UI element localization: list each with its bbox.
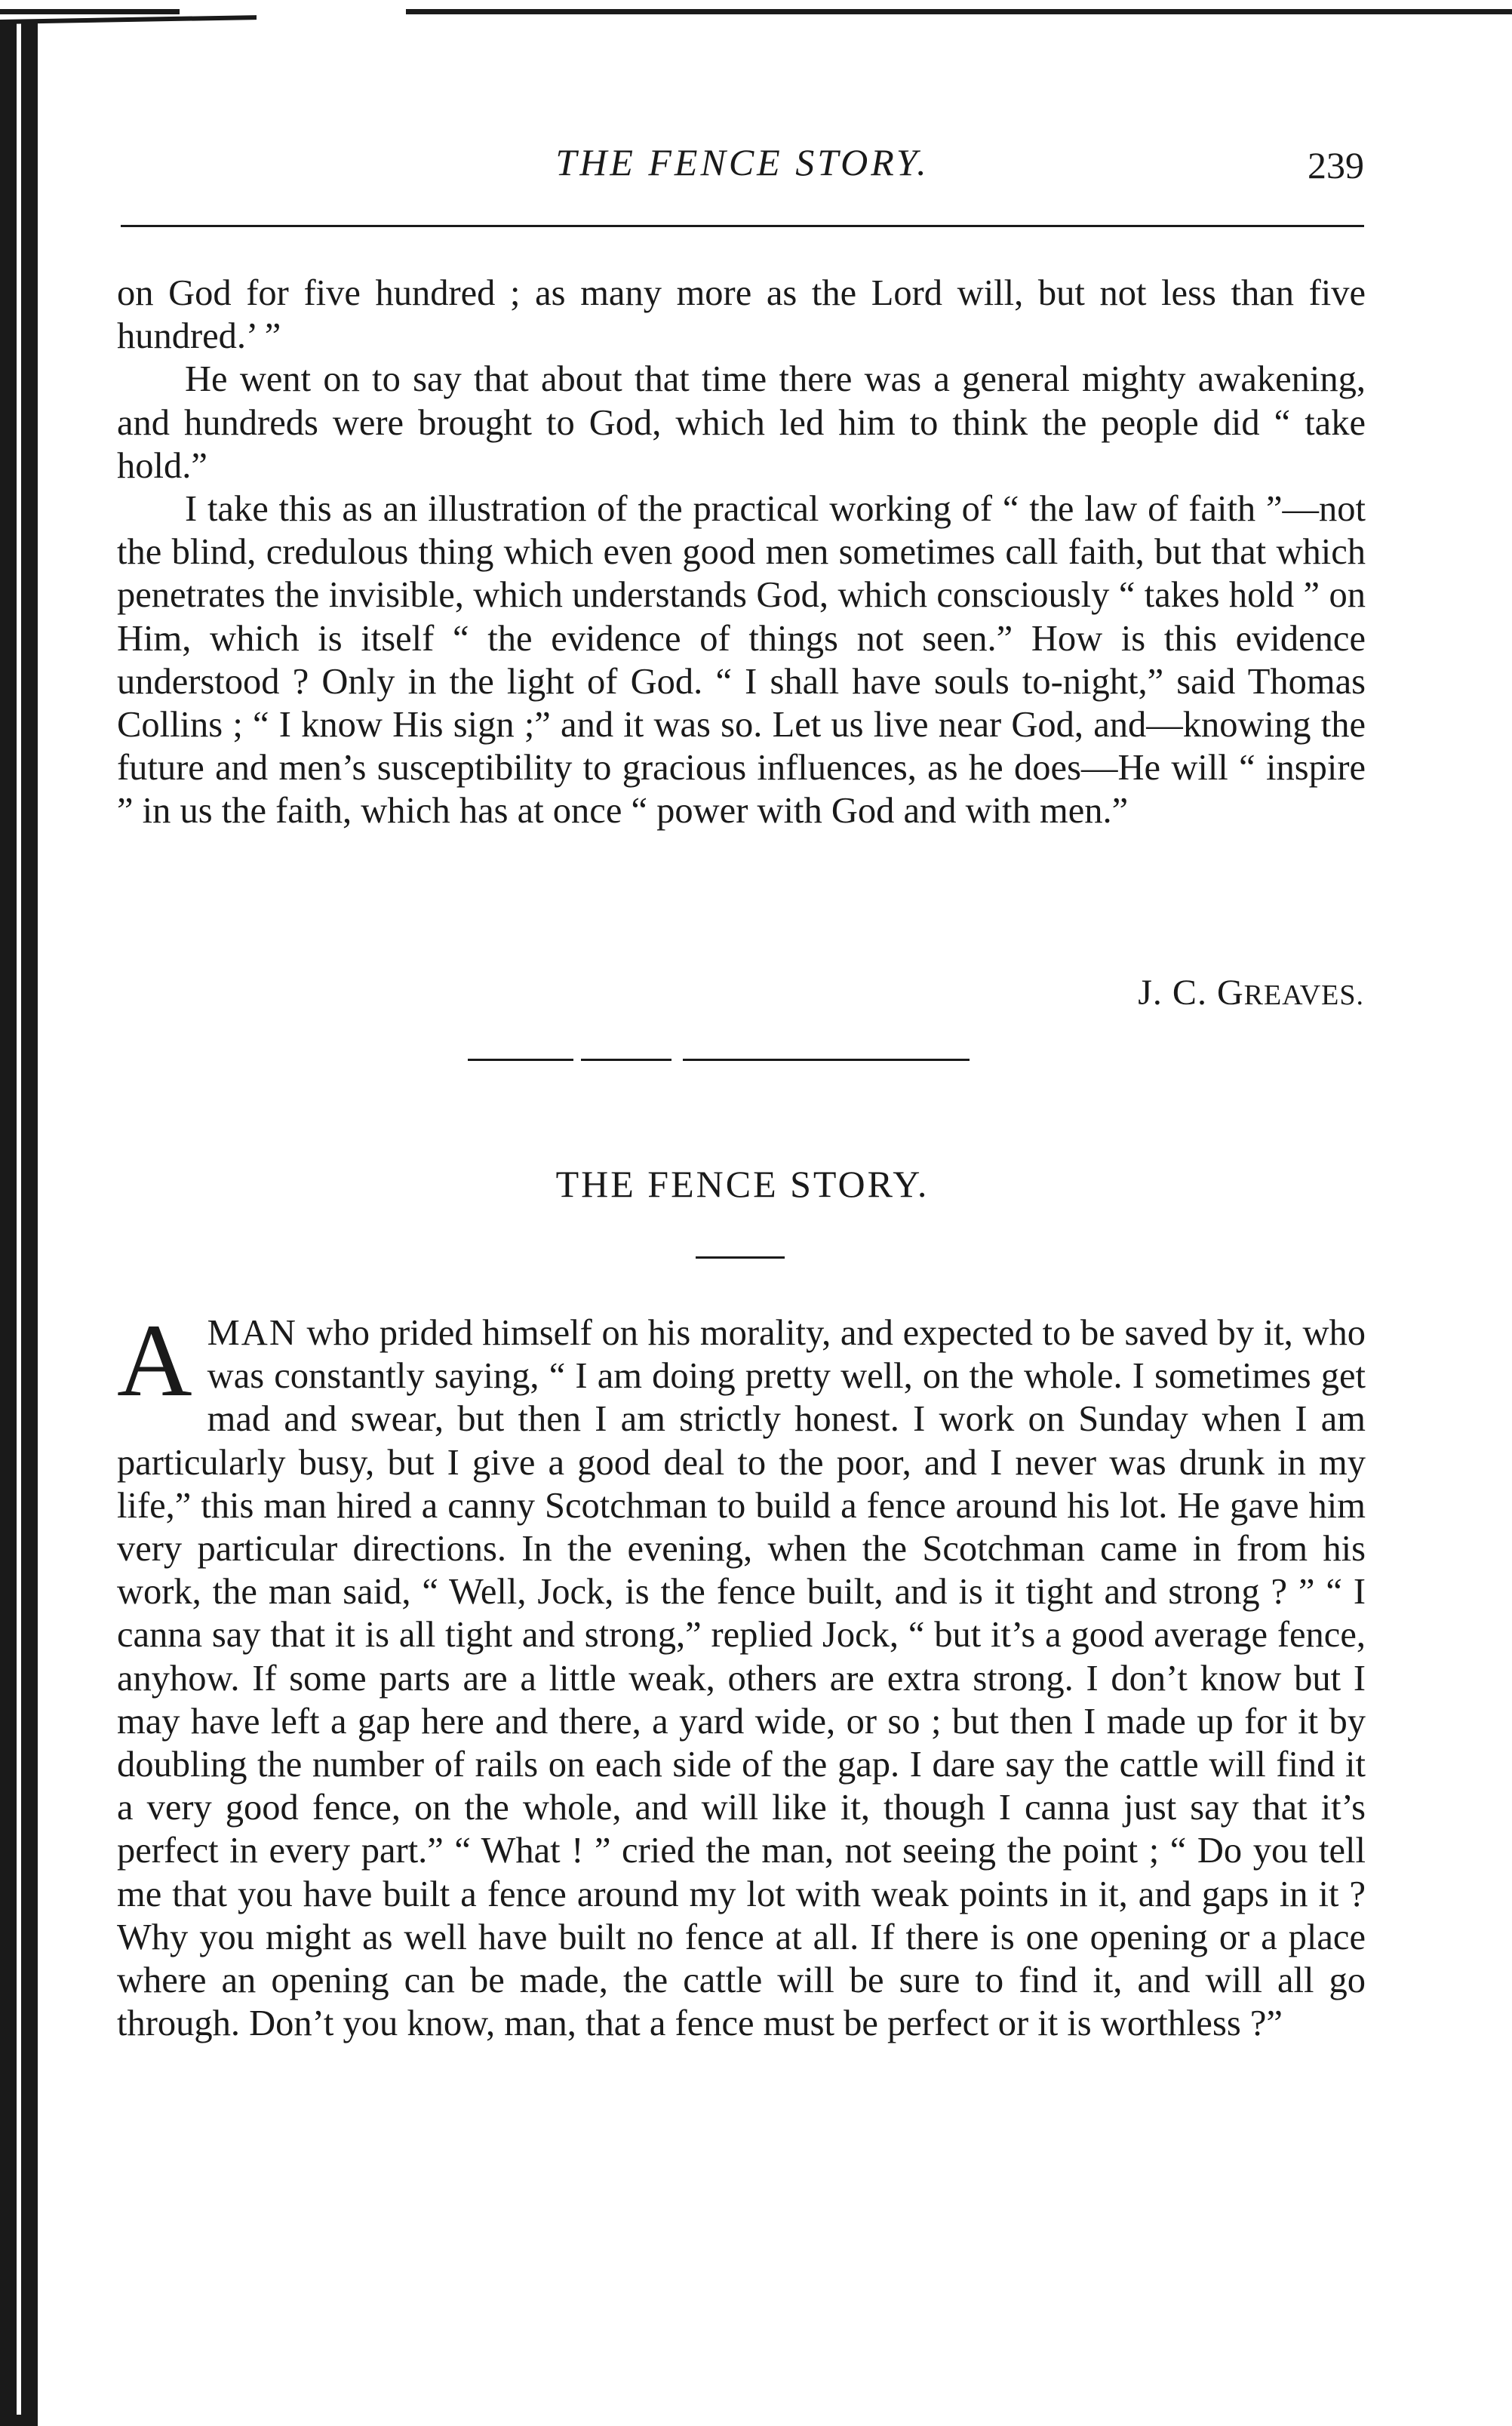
signature-initials: J. C. G: [1138, 973, 1244, 1013]
article-two-body: [117, 1302, 1366, 2045]
running-head: [121, 140, 1364, 193]
article-one-body: [117, 272, 1366, 833]
signature-surname: REAVES.: [1243, 979, 1364, 1011]
drop-cap: A: [117, 1302, 192, 1418]
binding-corner: [0, 15, 257, 24]
header-rule: [121, 225, 1364, 227]
section-divider-left: [468, 1059, 573, 1061]
binding-edge-highlight: [17, 23, 21, 2415]
paragraph: on God for five hundred ; as many more as the Lord will, but not less than five hundred.’ ”: [117, 273, 1366, 357]
paragraph: [117, 1302, 1366, 2045]
running-title: THE FENCE STORY.: [555, 141, 930, 183]
article-title: THE FENCE STORY.: [555, 1163, 930, 1205]
section-divider-middle: [581, 1059, 671, 1061]
paragraph: He went on to say that about that time there was a general mighty awakening, and hundreds were brought to God, which led him to think the people did “ take hold.”: [117, 359, 1366, 486]
page-number: 239: [1308, 144, 1364, 186]
author-signature: [1138, 972, 1364, 1013]
first-word: MAN: [207, 1313, 297, 1353]
title-rule: [696, 1256, 785, 1259]
paragraph: I take this as an illustration of the practical working of “ the law of faith ”—not the blind, credulous thing which even good men sometimes call faith, but that which penetrates the invisible, which understands God, which consciously “ takes hold ” on Him, which is itself “ the evidence of things not seen.” How is this evidence understood ? Only in the light of God. “ I shall have souls to-night,” said Thomas Collins ; “ I know His sign ;” and it was so. Let us live near God, and—knowing the future and men’s susceptibility to gracious influences, as he does—He will “ inspire ” in us the faith, which has at once “ power with God and with men.”: [117, 489, 1366, 832]
section-divider-right: [683, 1059, 970, 1061]
article-text: who prided himself on his morality, and expected to be saved by it, who was constantly saying, “ I am doing pretty well, on the whole. I sometimes get mad and swear, but then I am strictly honest. I work on Sunday when I am particularly busy, but I give a good deal to the poor, and I never was drunk in my life,” this man hired a canny Scotchman to build a fence around his lot. He gave him very particular directions. In the evening, when the Scotchman came in from his work, the man said, “ Well, Jock, is the fence built, and is it tight and strong ? ” “ I canna say that it is all tight and strong,” replied Jock, “ but it’s a good average fence, anyhow. If some parts are a little weak, others are extra strong. I don’t know but I may have left a gap here and there, a yard wide, or so ; but then I made up for it by doubling the number of rails on each side of the gap. I dare say the cattle will find it a very good fence, on the whole, and will like it, though I canna just say that it’s perfect in every part.” “ What ! ” cried the man, not seeing the point ; “ Do you tell me that you have built a fence around my lot with weak points in it, and gaps in it ? Why you might as well have built no fence at all. If there is one opening or a place where an opening can be made, the cattle will be sure to find it, and will all go through. Don’t you know, man, that a fence must be perfect or it is worthless ?”: [117, 1313, 1366, 2044]
